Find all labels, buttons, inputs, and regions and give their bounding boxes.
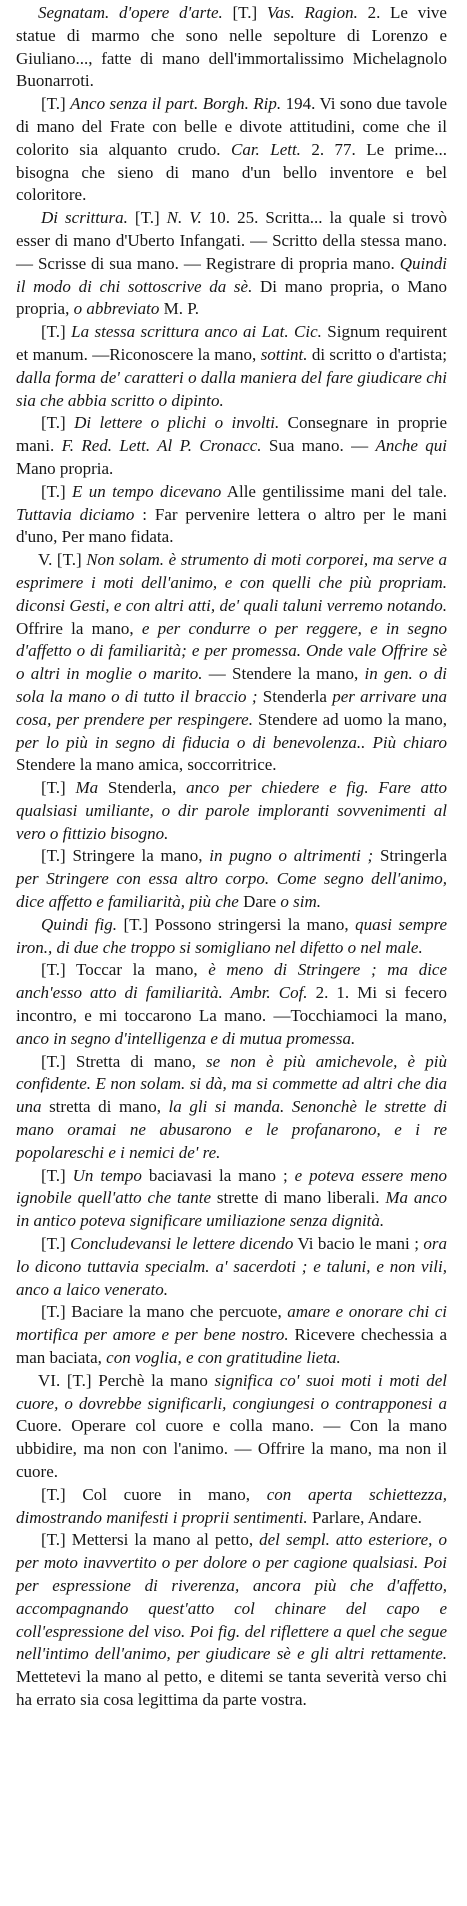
entry-paragraph: [T.] Ma Stenderla, anco per chiedere e fig. Fare atto qualsiasi umiliante, o dir parole imploranti sovvenimenti al vero o fittizio bisogno. (16, 778, 448, 843)
entry-text (16, 2, 447, 1712)
entry-paragraph: [T.] Un tempo baciavasi la mano ; e poteva essere meno ignobile quell'atto che tante strette di mano liberali. Ma anco in antico poteva significare umiliazione senza dignità. (16, 1165, 447, 1231)
entry-paragraph: [T.] Di lettere o plichi o involti. Consegnare in proprie mani. F. Red. Lett. Al P. Cronacc. Sua mano. — Anche qui Mano propria. (16, 413, 447, 478)
entry-paragraph: [T.] Concludevansi le lettere dicendo Vi bacio le mani ; ora lo dicono tuttavia specialm. a' sacerdoti ; e taluni, e non vili, anco a laico venerato. (16, 1234, 447, 1299)
entry-paragraph: [T.] Baciare la mano che percuote, amare e onorare chi ci mortifica per amore e per bene nostro. Ricevere chechessia a man baciata, con voglia, e con gratitudine lieta. (16, 1302, 448, 1368)
entry-paragraph: [T.] Anco senza il part. Borgh. Rip. 194. Vi sono due tavole di mano del Frate con belle e divote attitudini, come che il colorito sia alquanto crudo. Car. Lett. 2. 77. Le prime... bisogna che sieno di mano d'un bello inventore e bel coloritore. (16, 94, 448, 205)
entry-paragraph: V. [T.] Non solam. è strumento di moti corporei, ma serve a esprimere i moti dell'animo, e con quelli che più propriam. diconsi Gesti, e con altri atti, de' quali taluni verremo notando. Offrire la mano, e per condurre o per reggere, e in segno d'affetto o di familiarità; e per promessa. Onde vale Offrire sè o altri in moglie o marito. — Stendere la mano, in gen. o di sola la mano o di tutto il braccio ; Stenderla per arrivare una cosa, per prendere per respingere. Stendere ad uomo la mano, per lo più in segno di fiducia o di benevolenza.. Più chiaro Stendere la mano amica, soccorritrice. (16, 550, 448, 775)
entry-paragraph: [T.] Mettersi la mano al petto, del sempl. atto esteriore, o per moto inavvertito o per dolore o per cagione qualsiasi. Poi per espressione di riverenza, ancora più che d'affetto, accompagnando quest'atto col chinare del capo e coll'espressione del viso. Poi fig. del riflettere a quel che segue nell'intimo dell'animo, per giudicare sè e gli altri rettamente. Mettetevi la mano al petto, e ditemi se tanta severità verso chi ha errato sia cosa legittima da parte vostra. (16, 1530, 447, 1709)
entry-paragraph: [T.] Toccar la mano, è meno di Stringere ; ma dice anch'esso atto di familiarità. Ambr. Cof. 2. 1. Mi si fecero incontro, e mi toccarono La mano. —Tocchiamoci la mano, anco in segno d'intelligenza e di mutua promessa. (16, 960, 448, 1048)
entry-paragraph: Segnatam. d'opere d'arte. [T.] Vas. Ragion. 2. Le vive statue di marmo che sono nelle sepolture di Lorenzo e Giuliano..., fatte di mano dell'immortalissimo Michelagnolo Buonarroti. (16, 3, 447, 91)
entry-paragraph: [T.] Stretta di mano, se non è più amichevole, è più confidente. E non solam. si dà, ma si commette ad altri che dia una stretta di mano, la gli si manda. Senonchè le strette di mano oramai ne abusarono e le profanarono, e i re popolareschi e i nemici de' re. (16, 1051, 447, 1162)
entry-paragraph: [T.] Col cuore in mano, con aperta schiettezza, dimostrando manifesti i proprii sentimenti. Parlare, Andare. (16, 1484, 447, 1527)
entry-paragraph: Di scrittura. [T.] N. V. 10. 25. Scritta... la quale si trovò esser di mano d'Uberto Infangati. — Scritto della stessa mano. — Scrisse di sua mano. — Registrare di propria mano. Quindi il modo di chi sottoscrive da sè. Di mano propria, o Mano propria, o abbreviato M. P. (16, 208, 447, 319)
entry-paragraph: [T.] Stringere la mano, in pugno o altrimenti ; Stringerla per Stringere con essa altro corpo. Come segno dell'animo, dice affetto e familiarità, più che Dare o sim. (16, 846, 447, 912)
entry-paragraph: VI. [T.] Perchè la mano significa co' suoi moti i moti del cuore, o dovrebbe significarli, congiungesi o contrapponesi a Cuore. Operare col cuore e colla mano. — Con la mano ubbidire, ma non con l'animo. — Offrire la mano, ma non il cuore. (16, 1370, 448, 1481)
entry-paragraph: Quindi fig. [T.] Possono stringersi la mano, quasi sempre iron., di due che troppo si somigliano nel difetto o nel male. (16, 914, 448, 957)
entry-paragraph: [T.] E un tempo dicevano Alle gentilissime mani del tale. Tuttavia diciamo : Far pervenire lettera o altro per le mani d'uno, Per mano fidata. (16, 481, 448, 547)
entry-paragraph: [T.] La stessa scrittura anco ai Lat. Cic. Signum requirent et manum. —Riconoscere la mano, sottint. di scritto o d'artista; dalla forma de' caratteri o dalla maniera del fare giudicare chi sia che abbia scritto o dipinto. (16, 322, 447, 410)
